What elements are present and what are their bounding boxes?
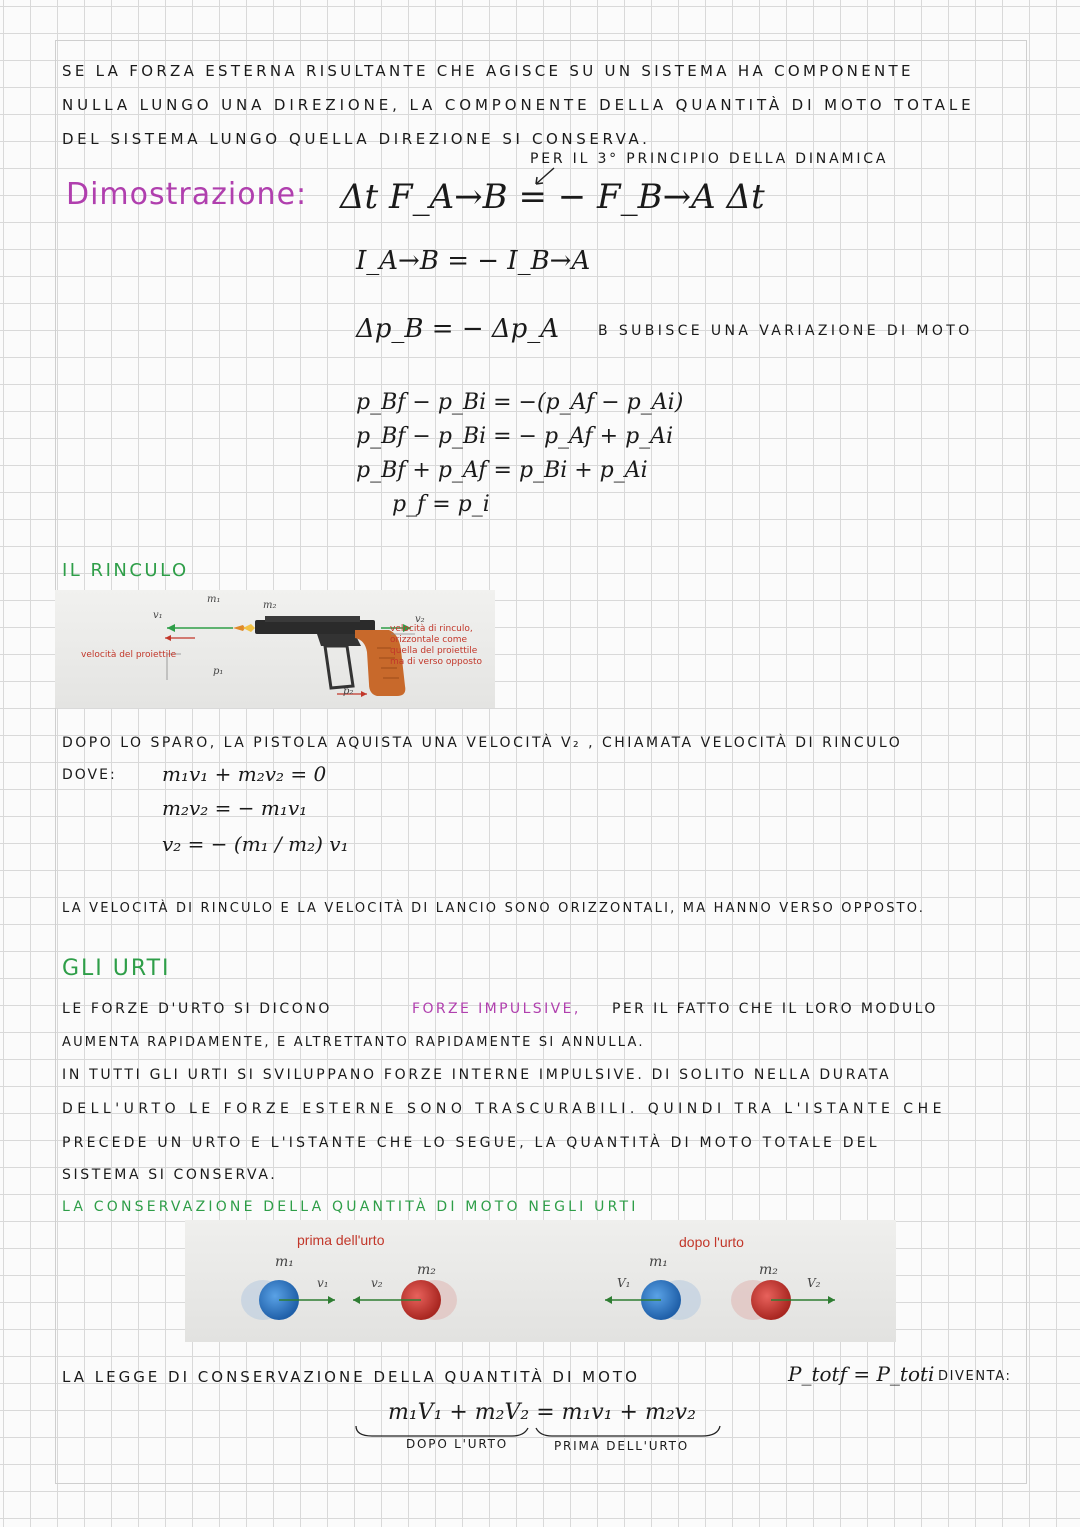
collision-caption-after: dopo l'urto bbox=[679, 1234, 744, 1250]
proof-eq-momentum-change: Δp_B = − Δp_A bbox=[356, 314, 560, 344]
intro-line-3: DEL SISTEMA LUNGO QUELLA DIREZIONE SI CONSERVA. bbox=[62, 130, 651, 148]
proof-eq-result: p_f = p_i bbox=[392, 492, 490, 517]
collision-label-V2-after: V₂ bbox=[807, 1276, 821, 1290]
collision-figure bbox=[185, 1220, 896, 1342]
recoil-label-m1: m₁ bbox=[207, 594, 221, 605]
collision-label-V1-after: V₁ bbox=[617, 1276, 631, 1290]
collision-label-v2-before: v₂ bbox=[371, 1276, 383, 1290]
recoil-caption-4: ma di verso opposto bbox=[390, 657, 482, 667]
recoil-label-v1: v₁ bbox=[153, 610, 163, 621]
collision-spheres-illustration bbox=[185, 1220, 896, 1342]
proof-eq-step-1: p_Bf − p_Bi = −(p_Af − p_Ai) bbox=[356, 390, 684, 415]
recoil-heading: IL RINCULO bbox=[62, 560, 189, 581]
proof-eq-step-2: p_Bf − p_Bi = − p_Af + p_Ai bbox=[356, 424, 674, 449]
proof-eq3-note: B SUBISCE UNA VARIAZIONE DI MOTO bbox=[598, 323, 973, 339]
collisions-law-line: LA LEGGE DI CONSERVAZIONE DELLA QUANTITÀ DI MOTO bbox=[62, 1368, 640, 1386]
collisions-line-1a: LE FORZE D'URTO SI DICONO bbox=[62, 1001, 333, 1017]
recoil-label-v2: v₂ bbox=[415, 614, 425, 625]
collisions-subheading: LA CONSERVAZIONE DELLA QUANTITÀ DI MOTO NEGLI URTI bbox=[62, 1199, 639, 1215]
collisions-law-relation: P_totf = P_toti bbox=[788, 1362, 935, 1386]
recoil-eq-1: m₁v₁ + m₂v₂ = 0 bbox=[162, 762, 327, 786]
recoil-caption-bullet-velocity: velocità del proiettile bbox=[81, 650, 177, 660]
collisions-line-1c: PER IL FATTO CHE IL LORO MODULO bbox=[612, 1001, 938, 1017]
proof-heading: Dimostrazione: bbox=[66, 177, 308, 212]
proof-eq-step-3: p_Bf + p_Af = p_Bi + p_Ai bbox=[356, 458, 648, 483]
intro-note-third-principle: PER IL 3° PRINCIPIO DELLA DINAMICA bbox=[530, 151, 889, 167]
collision-label-v1-before: v₁ bbox=[317, 1276, 329, 1290]
collision-label-m1-after: m₁ bbox=[649, 1254, 668, 1270]
intro-line-1: SE LA FORZA ESTERNA RISULTANTE CHE AGISCE SU UN SISTEMA HA COMPONENTE bbox=[62, 62, 914, 80]
collisions-line-5: PRECEDE UN URTO E L'ISTANTE CHE LO SEGUE, LA QUANTITÀ DI MOTO TOTALE DEL bbox=[62, 1135, 880, 1151]
collisions-after-label: DOPO L'URTO bbox=[406, 1437, 508, 1451]
collisions-final-equation: m₁V₁ + m₂V₂ = m₁v₁ + m₂v₂ bbox=[388, 1400, 696, 1425]
collisions-line-3: IN TUTTI GLI URTI SI SVILUPPANO FORZE INTERNE IMPULSIVE. DI SOLITO NELLA DURATA bbox=[62, 1067, 892, 1083]
intro-line-2: NULLA LUNGO UNA DIREZIONE, LA COMPONENTE DELLA QUANTITÀ DI MOTO TOTALE bbox=[62, 96, 975, 114]
collisions-diventa: DIVENTA: bbox=[938, 1369, 1012, 1384]
proof-eq-impulse: I_A→B = − I_B→A bbox=[356, 246, 591, 276]
collision-label-m2-after: m₂ bbox=[759, 1262, 778, 1278]
recoil-caption-2: orizzontale come bbox=[390, 635, 468, 645]
collisions-line-1b-impulsive: FORZE IMPULSIVE, bbox=[412, 1001, 581, 1017]
recoil-label-m2: m₂ bbox=[263, 600, 277, 611]
collisions-heading: GLI URTI bbox=[62, 956, 171, 981]
recoil-eq-2: m₂v₂ = − m₁v₁ bbox=[162, 796, 308, 820]
collision-caption-before: prima dell'urto bbox=[297, 1232, 385, 1248]
recoil-conclusion: LA VELOCITÀ DI RINCULO E LA VELOCITÀ DI LANCIO SONO ORIZZONTALI, MA HANNO VERSO OPPOSTO. bbox=[62, 901, 926, 916]
recoil-label-p1: p₁ bbox=[213, 666, 224, 677]
proof-eq-forces: Δt F_A→B = − F_B→A Δt bbox=[340, 177, 765, 217]
recoil-caption-1: velocità di rinculo, bbox=[390, 624, 473, 634]
recoil-label-p2: p₂ bbox=[343, 686, 354, 697]
recoil-caption-3: quella del proiettile bbox=[390, 646, 478, 656]
collisions-line-6: SISTEMA SI CONSERVA. bbox=[62, 1167, 278, 1183]
collision-label-m2-before: m₂ bbox=[417, 1262, 436, 1278]
collisions-before-label: PRIMA DELL'URTO bbox=[554, 1439, 690, 1453]
recoil-dove: DOVE: bbox=[62, 767, 117, 783]
recoil-eq-3: v₂ = − (m₁ / m₂) v₁ bbox=[162, 832, 349, 856]
recoil-text-line: DOPO LO SPARO, LA PISTOLA AQUISTA UNA VELOCITÀ V₂ , CHIAMATA VELOCITÀ DI RINCULO bbox=[62, 735, 903, 751]
collisions-line-4: DELL'URTO LE FORZE ESTERNE SONO TRASCURABILI. QUINDI TRA L'ISTANTE CHE bbox=[62, 1101, 946, 1117]
collision-label-m1-before: m₁ bbox=[275, 1254, 294, 1270]
collisions-line-2: AUMENTA RAPIDAMENTE, E ALTRETTANTO RAPIDAMENTE SI ANNULLA. bbox=[62, 1035, 645, 1050]
recoil-figure bbox=[55, 590, 495, 708]
